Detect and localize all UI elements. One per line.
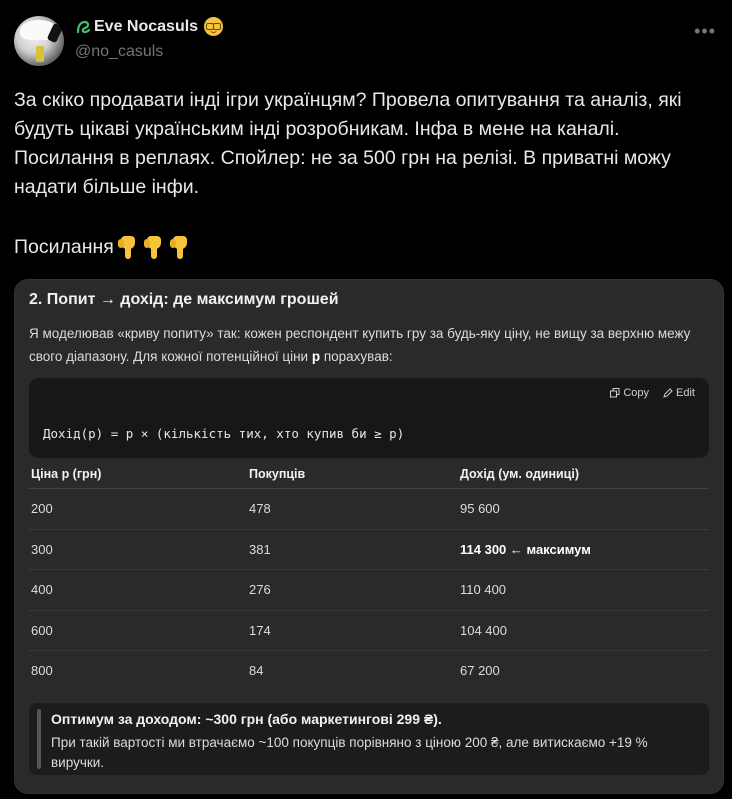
- pointing-down-emoji-icon: [144, 236, 166, 260]
- cell-revenue: 95 600: [460, 501, 500, 517]
- code-block: [29, 378, 709, 458]
- cell-buyers: 84: [249, 663, 264, 679]
- card-paragraph-variable: p: [311, 349, 321, 364]
- edit-button[interactable]: [663, 387, 695, 399]
- avatar[interactable]: [14, 16, 64, 66]
- card-title: 2. Попит → дохід: де максимум грошей: [29, 291, 339, 308]
- copy-label: Copy: [623, 387, 650, 399]
- nerd-face-emoji-icon: [204, 17, 223, 36]
- author-name[interactable]: Eve Nocasuls: [94, 17, 199, 35]
- copy-icon: [610, 388, 620, 398]
- attached-image-card[interactable]: [14, 279, 724, 794]
- cell-buyers: 381: [249, 541, 271, 557]
- links-label: Посилання: [14, 236, 114, 258]
- header-buyers: Покупців: [249, 467, 306, 481]
- cell-buyers: 276: [249, 582, 271, 598]
- table-row: [29, 530, 709, 571]
- code-formula: Дохід(p) = p × (кількість тих, хто купив би ≥ p): [43, 426, 405, 441]
- quote-title: Оптимум за доходом: ~300 грн (або маркетингові 299 ₴).: [51, 711, 442, 727]
- card-paragraph: [29, 322, 699, 368]
- author-handle[interactable]: @no_casuls: [75, 43, 164, 60]
- cell-price: 300: [31, 541, 53, 557]
- card-paragraph-after: порахував:: [320, 349, 393, 364]
- edit-label: Edit: [676, 387, 695, 399]
- tweet-header: [14, 13, 720, 69]
- cell-buyers: 478: [249, 501, 271, 517]
- quote-text: При такій вартості ми втрачаємо ~100 покупців порівняно з ціною 200 ₴, але витискаємо +19 % виручки.: [51, 735, 648, 770]
- links-line: [14, 233, 192, 262]
- cell-price: 200: [31, 501, 53, 517]
- author-name-row[interactable]: [75, 17, 223, 36]
- table-row: [29, 570, 709, 611]
- table-row: [29, 489, 709, 530]
- cell-revenue-max: 114 300 ← максимум: [460, 541, 591, 557]
- copy-button[interactable]: [610, 387, 649, 399]
- header-revenue: Дохід (ум. одиниці): [460, 467, 580, 481]
- revenue-table: [29, 460, 709, 691]
- tweet-body: За скіко продавати інді ігри українцям? Провела опитування та аналіз, які будуть цікаві українським інді розробникам. Інфа в мене на каналі. Посилання в реплаях. Спойлер: не за 500 грн на релізі. В приватні можу надати більше інфи.: [14, 89, 682, 198]
- cell-price: 400: [31, 582, 53, 598]
- table-header: [29, 460, 709, 489]
- tweet-text: [14, 86, 720, 202]
- brand-logo-icon: [75, 19, 91, 35]
- table-row: [29, 651, 709, 691]
- pointing-down-emoji-icon: [118, 236, 140, 260]
- blockquote-bar: [37, 709, 41, 769]
- cell-revenue: 110 400: [460, 582, 507, 598]
- pointing-down-emoji-icon: [170, 236, 192, 260]
- summary-blockquote: [29, 703, 709, 775]
- cell-buyers: 174: [249, 622, 271, 638]
- cell-price: 800: [31, 663, 53, 679]
- cell-price: 600: [31, 622, 53, 638]
- header-price: Ціна p (грн): [31, 467, 102, 481]
- cell-revenue: 104 400: [460, 622, 507, 638]
- pencil-icon: [663, 388, 673, 398]
- card-paragraph-before: Я моделював «криву попиту» так: кожен респондент купить гру за будь-яку ціну, не вищу за верхню межу свого діапазону. Для кожної потенційної ціни: [29, 326, 691, 364]
- code-actions: [610, 387, 695, 399]
- more-options-icon[interactable]: •••: [694, 21, 716, 41]
- table-row: [29, 611, 709, 652]
- cell-revenue: 67 200: [460, 663, 500, 679]
